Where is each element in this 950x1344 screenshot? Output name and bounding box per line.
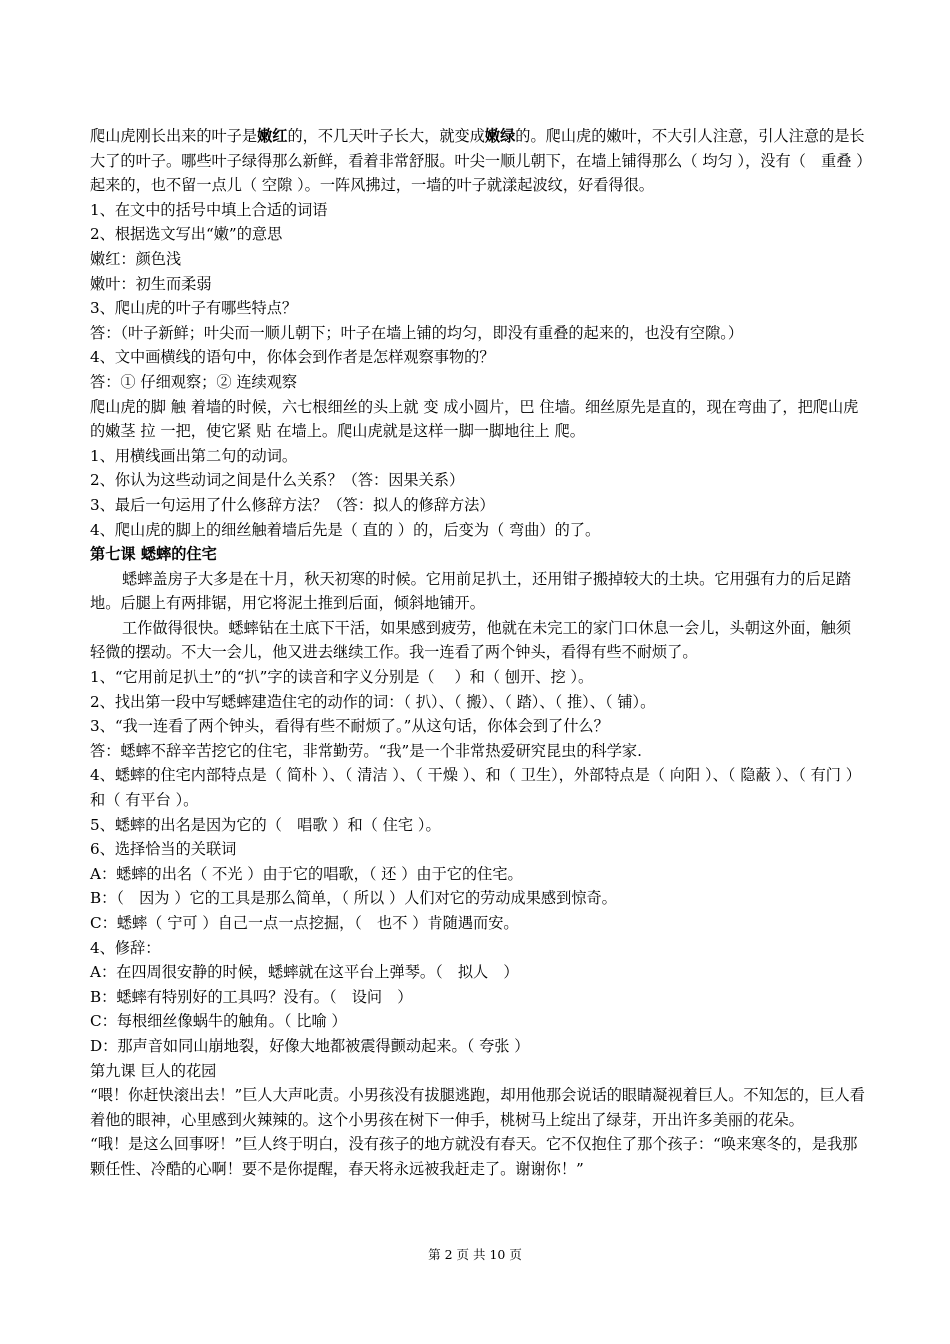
text-run: 的，不几天叶子长大，就变成 xyxy=(287,127,485,145)
paragraph xyxy=(90,321,865,346)
text-run: 2、你认为这些动词之间是什么关系？（答：因果关系） xyxy=(90,471,465,490)
paragraph xyxy=(90,837,865,862)
paragraph xyxy=(90,1059,865,1084)
paragraph xyxy=(90,616,865,665)
text-run: 爬山虎刚长出来的叶子是 xyxy=(90,127,258,145)
text-run: 4、蟋蟀的住宅内部特点是（ 简朴 ）、（ 清洁 ）、（ 干燥 ）、和（ 卫生），外部特点是（ 向阳 ）、（ 隐蔽 ）、（ 有门 ）和（ 有平台 ）。 xyxy=(90,766,861,810)
text-run: 6、选择恰当的关联词 xyxy=(90,840,237,859)
paragraph xyxy=(90,886,865,911)
paragraph xyxy=(90,690,865,715)
paragraph xyxy=(90,862,865,887)
paragraph xyxy=(90,345,865,370)
paragraph xyxy=(90,813,865,838)
bold-text: 嫩红 xyxy=(257,127,288,145)
paragraph xyxy=(90,296,865,321)
paragraph xyxy=(90,370,865,395)
paragraph xyxy=(90,714,865,739)
paragraph xyxy=(90,493,865,518)
paragraph xyxy=(90,124,865,198)
text-run: “喂！你赶快滚出去！”巨人大声叱责。小男孩没有拔腿逃跑，却用他那会说话的眼睛凝视着巨人。不知怎的，巨人看着他的眼神，心里感到火辣辣的。这个小男孩在树下一伸手，桃树马上绽出了绿芽，开出许多美丽的花朵。 xyxy=(90,1086,865,1129)
text-run: 嫩红：颜色浅 xyxy=(90,249,182,268)
text-run: 4、修辞： xyxy=(90,938,161,957)
text-run: A：在四周很安静的时候，蟋蟀就在这平台上弹琴。（ 拟人 ） xyxy=(90,963,519,982)
text-run: 1、用横线画出第二句的动词。 xyxy=(90,446,298,465)
text-run: 嫩叶：初生而柔弱 xyxy=(90,274,212,293)
text-run: 1、在文中的括号中填上合适的词语 xyxy=(90,200,328,219)
paragraph xyxy=(90,272,865,297)
paragraph xyxy=(90,665,865,690)
paragraph xyxy=(90,911,865,936)
text-run: 答：① 仔细观察；② 连续观察 xyxy=(90,372,298,391)
text-run: 工作做得很快。蟋蟀钻在土底下干活，如果感到疲劳，他就在未完工的家门口休息一会儿，头朝这外面，触须轻微的摆动。不大一会儿，他又进去继续工作。我一连看了两个钟头，看得有些不耐烦了。 xyxy=(90,618,851,662)
text-run: 的。爬山虎的嫩叶，不大引人注意，引人注意的是长大了的叶子。哪些叶子绿得那么新鲜，看着非常舒服。叶尖一顺儿朝下，在墙上铺得那么（ 均匀 ），没有（ 重叠 ）起来的，也不留一点儿（ 空隙 ）。一阵风拂过，一墙的叶子就漾起波纹，好看得很。 xyxy=(90,127,865,195)
text-run: 答：（叶子新鲜；叶尖而一顺儿朝下；叶子在墙上铺的均匀，即没有重叠的起来的，也没有空隙。） xyxy=(90,323,744,342)
bold-text: 第七课 蟋蟀的住宅 xyxy=(90,545,217,564)
text-run: 2、找出第一段中写蟋蟀建造住宅的动作的词：（ 扒）、（ 搬）、（ 踏）、（ 推）、（ 铺）。 xyxy=(90,692,656,711)
text-run: 爬山虎的脚 触 着墙的时候，六七根细丝的头上就 变 成小圆片，巴 住墙。细丝原先是直的，现在弯曲了，把爬山虎的嫩茎 拉 一把，使它紧 贴 在墙上。爬山虎就是这样一脚一脚地往上 爬。 xyxy=(90,397,859,441)
paragraph xyxy=(90,763,865,812)
paragraph xyxy=(90,960,865,985)
paragraph xyxy=(90,936,865,961)
paragraph xyxy=(90,395,865,444)
bold-text: 嫩绿 xyxy=(484,127,516,145)
text-run: 3、最后一句运用了什么修辞方法？（答：拟人的修辞方法） xyxy=(90,495,495,514)
text-run: 第九课 巨人的花园 xyxy=(90,1061,217,1080)
text-run: 5、蟋蟀的出名是因为它的（ 唱歌 ）和（ 住宅 ）。 xyxy=(90,815,441,834)
text-run: 3、“我一连看了两个钟头，看得有些不耐烦了。”从这句话，你体会到了什么？ xyxy=(90,717,609,736)
text-run: C：每根细丝像蜗牛的触角。（ 比喻 ） xyxy=(90,1012,347,1031)
text-run: 1、“它用前足扒土”的“扒”字的读音和字义分别是（ ）和（ 刨开、挖 ）。 xyxy=(90,668,594,687)
text-run: “哦！是这么回事呀！”巨人终于明白，没有孩子的地方就没有春天。它不仅抱住了那个孩子：“唤来寒冬的，是我那颗任性、冷酷的心啊！要不是你提醒，春天将永远被我赶走了。谢谢你！” xyxy=(90,1135,858,1178)
text-run: 2、根据选文写出“嫩”的意思 xyxy=(90,225,283,244)
text-run: 答：蟋蟀不辞辛苦挖它的住宅，非常勤劳。“我”是一个非常热爱研究昆虫的科学家. xyxy=(90,741,642,760)
text-run: B：（ 因为 ）它的工具是那么简单，（ 所以 ）人们对它的劳动成果感到惊奇。 xyxy=(90,889,617,908)
paragraph xyxy=(90,1083,865,1132)
paragraph xyxy=(90,985,865,1010)
text-run: 4、文中画横线的语句中，你体会到作者是怎样观察事物的？ xyxy=(90,348,495,367)
paragraph xyxy=(90,444,865,469)
paragraph xyxy=(90,1009,865,1034)
paragraph xyxy=(90,198,865,223)
page-number-label: 第 2 页 共 10 页 xyxy=(428,1247,522,1262)
text-run: A：蟋蟀的出名（ 不光 ）由于它的唱歌，（ 还 ）由于它的住宅。 xyxy=(90,864,523,883)
paragraph xyxy=(90,1132,865,1181)
paragraph xyxy=(90,1034,865,1059)
paragraph xyxy=(90,542,865,567)
page-footer xyxy=(0,1245,950,1263)
text-run: 蟋蟀盖房子大多是在十月，秋天初寒的时候。它用前足扒土，还用钳子搬掉较大的土块。它用强有力的后足踏地。后腿上有两排锯，用它将泥土推到后面，倾斜地铺开。 xyxy=(90,569,851,613)
document-body xyxy=(90,124,865,1182)
paragraph xyxy=(90,739,865,764)
text-run: 3、爬山虎的叶子有哪些特点？ xyxy=(90,299,298,318)
text-run: C：蟋蟀（ 宁可 ）自己一点一点挖掘，（ 也不 ）肯随遇而安。 xyxy=(90,914,519,932)
paragraph xyxy=(90,247,865,272)
text-run: 4、爬山虎的脚上的细丝触着墙后先是（ 直的 ）的，后变为（ 弯曲）的了。 xyxy=(90,520,601,539)
text-run: B：蟋蟀有特别好的工具吗？没有。（ 设问 ） xyxy=(90,987,413,1006)
paragraph xyxy=(90,222,865,247)
paragraph xyxy=(90,468,865,493)
paragraph xyxy=(90,567,865,616)
text-run: D：那声音如同山崩地裂，好像大地都被震得颤动起来。（ 夸张 ） xyxy=(90,1036,530,1055)
paragraph xyxy=(90,518,865,543)
